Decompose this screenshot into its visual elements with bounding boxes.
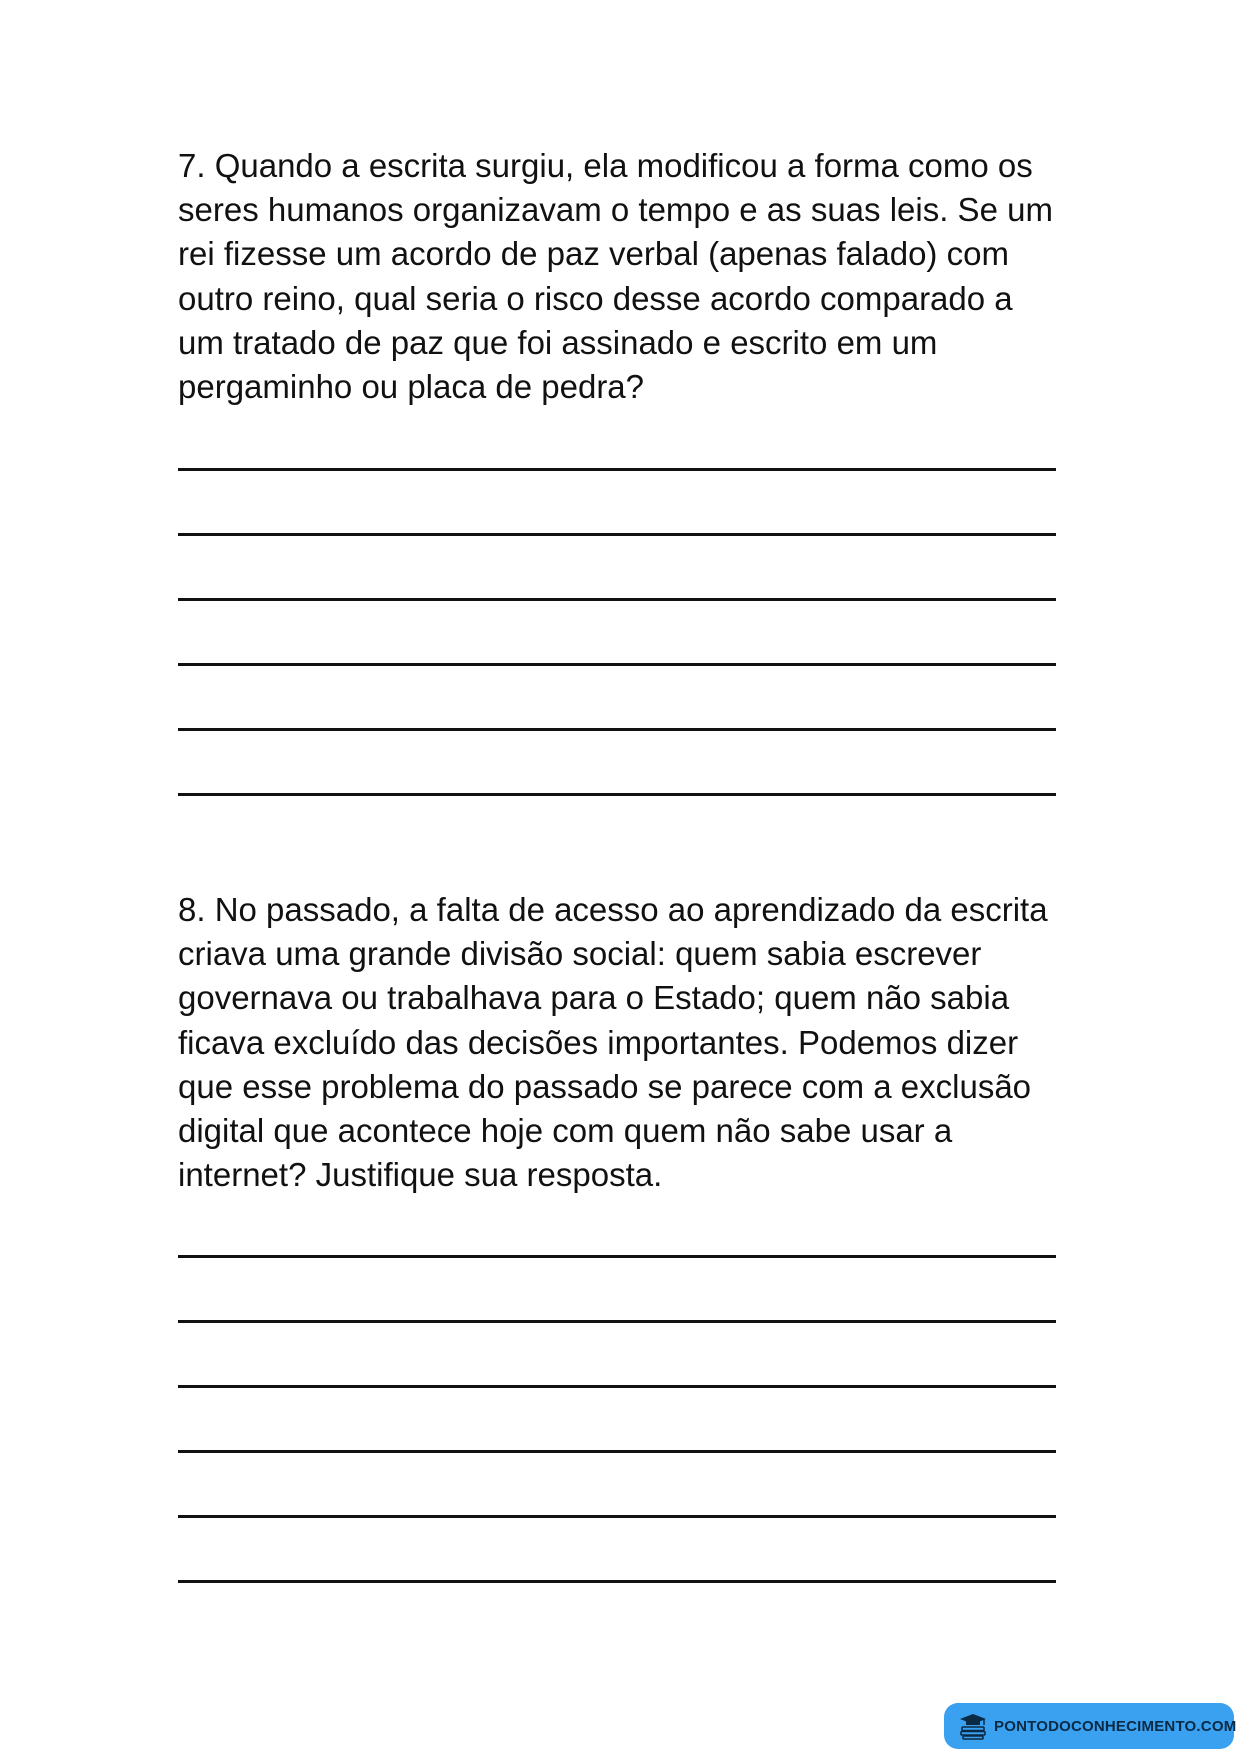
answer-line[interactable] xyxy=(178,468,1056,471)
question-text-line: criava uma grande divisão social: quem sabia escrever xyxy=(178,935,982,973)
answer-line[interactable] xyxy=(178,728,1056,731)
question-text-line: 8. No passado, a falta de acesso ao aprendizado da escrita xyxy=(178,891,1048,928)
question-8 xyxy=(178,888,1078,1197)
answer-line[interactable] xyxy=(178,1515,1056,1518)
question-text-line: outro reino, qual seria o risco desse acordo comparado a xyxy=(178,279,1013,317)
answer-line[interactable] xyxy=(178,793,1056,796)
site-badge[interactable] xyxy=(944,1703,1237,1749)
answer-line[interactable] xyxy=(178,1255,1056,1258)
answer-line[interactable] xyxy=(178,533,1056,536)
graduation-books-icon xyxy=(958,1712,988,1740)
answer-line[interactable] xyxy=(178,598,1056,601)
question-text-line: governava ou trabalhava para o Estado; quem não sabia xyxy=(178,979,1010,1017)
question-text-line: um tratado de paz que foi assinado e escrito em um xyxy=(178,323,938,361)
question-text-line: rei fizesse um acordo de paz verbal (apenas falado) com xyxy=(178,235,1009,273)
answer-line[interactable] xyxy=(178,663,1056,666)
question-text-line: 7. Quando a escrita surgiu, ela modificou a forma como os xyxy=(178,147,1033,184)
answer-line[interactable] xyxy=(178,1385,1056,1388)
question-text-line: seres humanos organizavam o tempo e as suas leis. Se um xyxy=(178,191,1053,229)
site-name: PONTODOCONHECIMENTO.COM xyxy=(994,1717,1237,1735)
question-text-line: ficava excluído das decisões importantes. Podemos dizer xyxy=(178,1023,1019,1061)
answer-line[interactable] xyxy=(178,1580,1056,1583)
question-text-line: que esse problema do passado se parece com a exclusão xyxy=(178,1067,1032,1105)
question-text-line: digital que acontece hoje com quem não sabe usar a xyxy=(178,1112,953,1150)
question-7 xyxy=(178,144,1078,409)
answer-line[interactable] xyxy=(178,1450,1056,1453)
answer-line[interactable] xyxy=(178,1320,1056,1323)
question-text-line: internet? Justifique sua resposta. xyxy=(178,1156,663,1194)
question-text-line: pergaminho ou placa de pedra? xyxy=(178,368,645,406)
